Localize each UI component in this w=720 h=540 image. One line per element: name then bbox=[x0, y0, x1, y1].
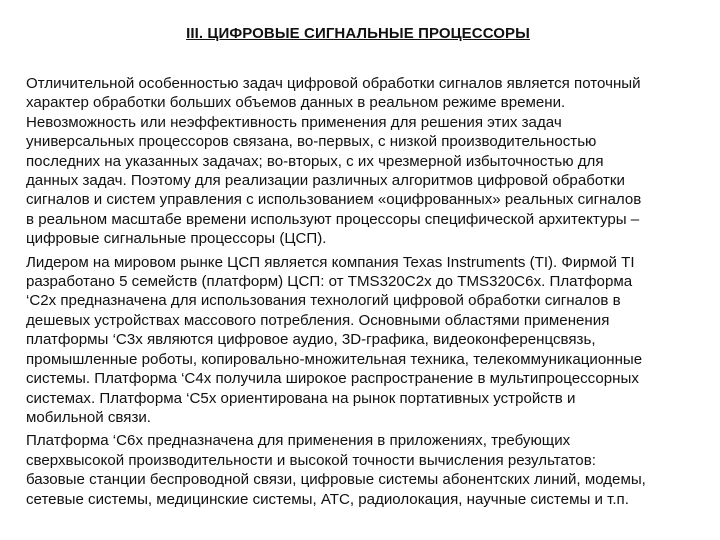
slide-title: III. ЦИФРОВЫЕ СИГНАЛЬНЫЕ ПРОЦЕССОРЫ bbox=[186, 25, 530, 42]
paragraph-texas-instruments: Лидером на мировом рынке ЦСП является компания Texas Instruments (TI). Фирмой TI разработано 5 семейств (платформ) ЦСП: от TMS320C2x до TMS320C6x. Платформа ‘C2x предназначена для использования технологий цифровой обработки сигналов в дешевых устройствах массового потребления. Основными областями применения платформы ‘C3x являются цифровое аудио, 3D-графика, видеоконференцсвязь, промышленные роботы, копировально-множительная техника, телекоммуникационные системы. Платформа ‘C4x получила широкое распространение в мультипроцессорных системах. Платформа ‘C5x ориентирована на рынок портативных устройств и мобильной связи. bbox=[26, 253, 643, 426]
paragraph-c6x-platform: Платформа ‘C6x предназначена для применения в приложениях, требующих сверхвысокой производительности и высокой точности вычисления результатов: базовые станции беспроводной связи, цифровые системы абонентских линий, модемы, сетевые системы, медицинские системы, АТС, радиолокация, научные системы и т.п. bbox=[26, 432, 646, 508]
paragraph-dsp-intro: Отличительной особенностью задач цифровой обработки сигналов является поточный характер обработки больших объемов данных в реальном режиме времени. Невозможность или неэффективность применения для решения этих задач универсальных процессоров связана, во-первых, с низкой производительностью последних на указанных задачах; во-вторых, с их чрезмерной избыточностью для данных задач. Поэтому для реализации различных алгоритмов цифровой обработки сигналов и систем управления с использованием «оцифрованных» реальных сигналов в реальном масштабе времени используют процессоры специфической архитектуры – цифровые сигнальные процессоры (ЦСП). bbox=[26, 75, 642, 248]
slide-body bbox=[26, 74, 690, 509]
